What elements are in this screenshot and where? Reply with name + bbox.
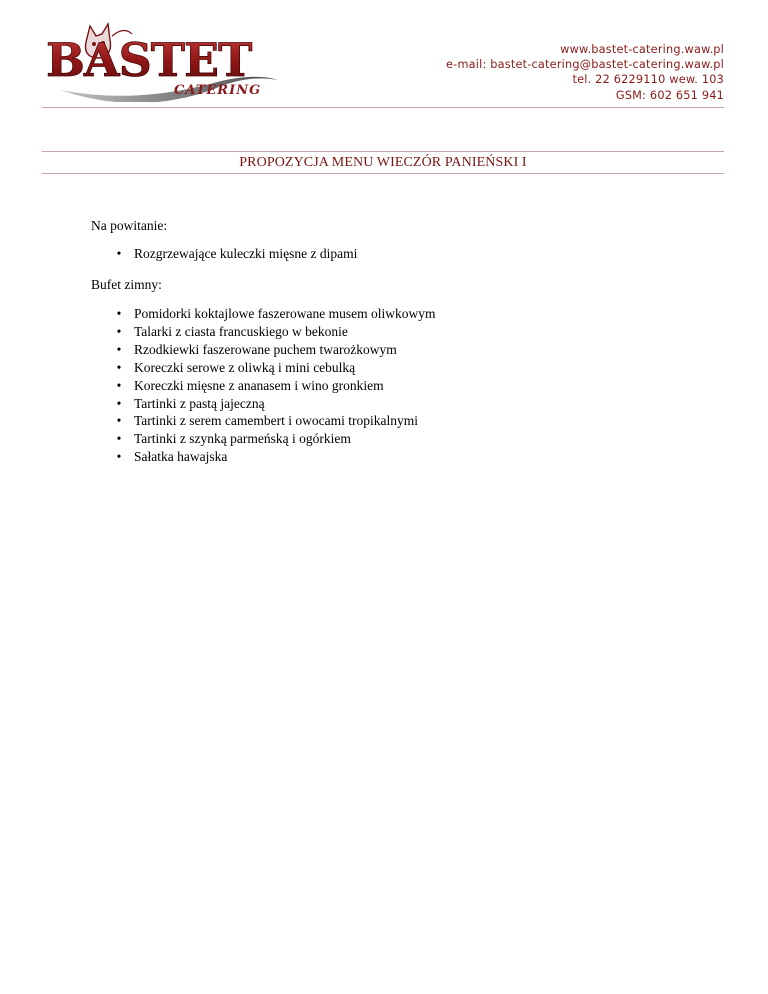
list-item-text: Sałatka hawajska bbox=[134, 449, 228, 465]
bullet-icon: • bbox=[116, 359, 122, 375]
list-item bbox=[91, 448, 435, 466]
bullet-icon: • bbox=[116, 449, 122, 465]
list-item bbox=[91, 430, 435, 448]
list-item-text: Tartinki z pastą jajeczną bbox=[134, 395, 265, 411]
list-item-text: Tartinki z serem camembert i owocami tropikalnymi bbox=[134, 413, 418, 429]
logo-subtitle: CATERING bbox=[174, 83, 262, 98]
list-item bbox=[91, 377, 435, 395]
list-item-text: Koreczki serowe z oliwką i mini cebulką bbox=[134, 359, 356, 375]
contact-info bbox=[446, 42, 724, 103]
bullet-icon: • bbox=[116, 306, 122, 321]
bullet-icon: • bbox=[116, 395, 122, 411]
list-item bbox=[91, 305, 435, 323]
welcome-list bbox=[91, 245, 357, 263]
bullet-icon: • bbox=[116, 246, 122, 261]
cold-buffet-list bbox=[91, 305, 435, 466]
list-item bbox=[91, 323, 435, 341]
list-item-text: Koreczki mięsne z ananasem i wino gronkiem bbox=[134, 377, 384, 393]
list-item-text: Pomidorki koktajlowe faszerowane musem oliwkowym bbox=[134, 306, 436, 321]
list-item bbox=[91, 245, 357, 263]
document-title: PROPOZYCJA MENU WIECZÓR PANIEŃSKI I bbox=[239, 155, 527, 170]
logo-wordmark: BASTET bbox=[46, 33, 252, 87]
section-label-welcome: Na powitanie: bbox=[91, 218, 168, 233]
list-item bbox=[91, 359, 435, 377]
list-item bbox=[91, 395, 435, 413]
bullet-icon: • bbox=[116, 323, 122, 339]
phone-number: tel. 22 6229110 wew. 103 bbox=[572, 73, 724, 87]
bastet-logo bbox=[42, 12, 288, 102]
list-item-text: Rozgrzewające kuleczki mięsne z dipami bbox=[134, 246, 358, 261]
website-link[interactable]: www.bastet-catering.waw.pl bbox=[560, 43, 724, 56]
email-link[interactable]: e-mail: bastet-catering@bastet-catering.waw.pl bbox=[446, 58, 724, 72]
section-label-cold-buffet: Bufet zimny: bbox=[91, 277, 162, 292]
list-item-text: Talarki z ciasta francuskiego w bekonie bbox=[134, 323, 348, 339]
bullet-icon: • bbox=[116, 341, 122, 357]
bullet-icon: • bbox=[116, 377, 122, 393]
bullet-icon: • bbox=[116, 431, 122, 447]
list-item bbox=[91, 341, 435, 359]
list-item-text: Rzodkiewki faszerowane puchem twarożkowym bbox=[134, 341, 397, 357]
bullet-icon: • bbox=[116, 413, 122, 429]
header-divider bbox=[42, 107, 724, 108]
list-item-text: Tartinki z szynką parmeńską i ogórkiem bbox=[134, 431, 351, 447]
gsm-number: GSM: 602 651 941 bbox=[615, 88, 724, 102]
list-item bbox=[91, 412, 435, 430]
title-bottom-rule bbox=[42, 173, 724, 174]
title-top-rule bbox=[42, 151, 724, 152]
